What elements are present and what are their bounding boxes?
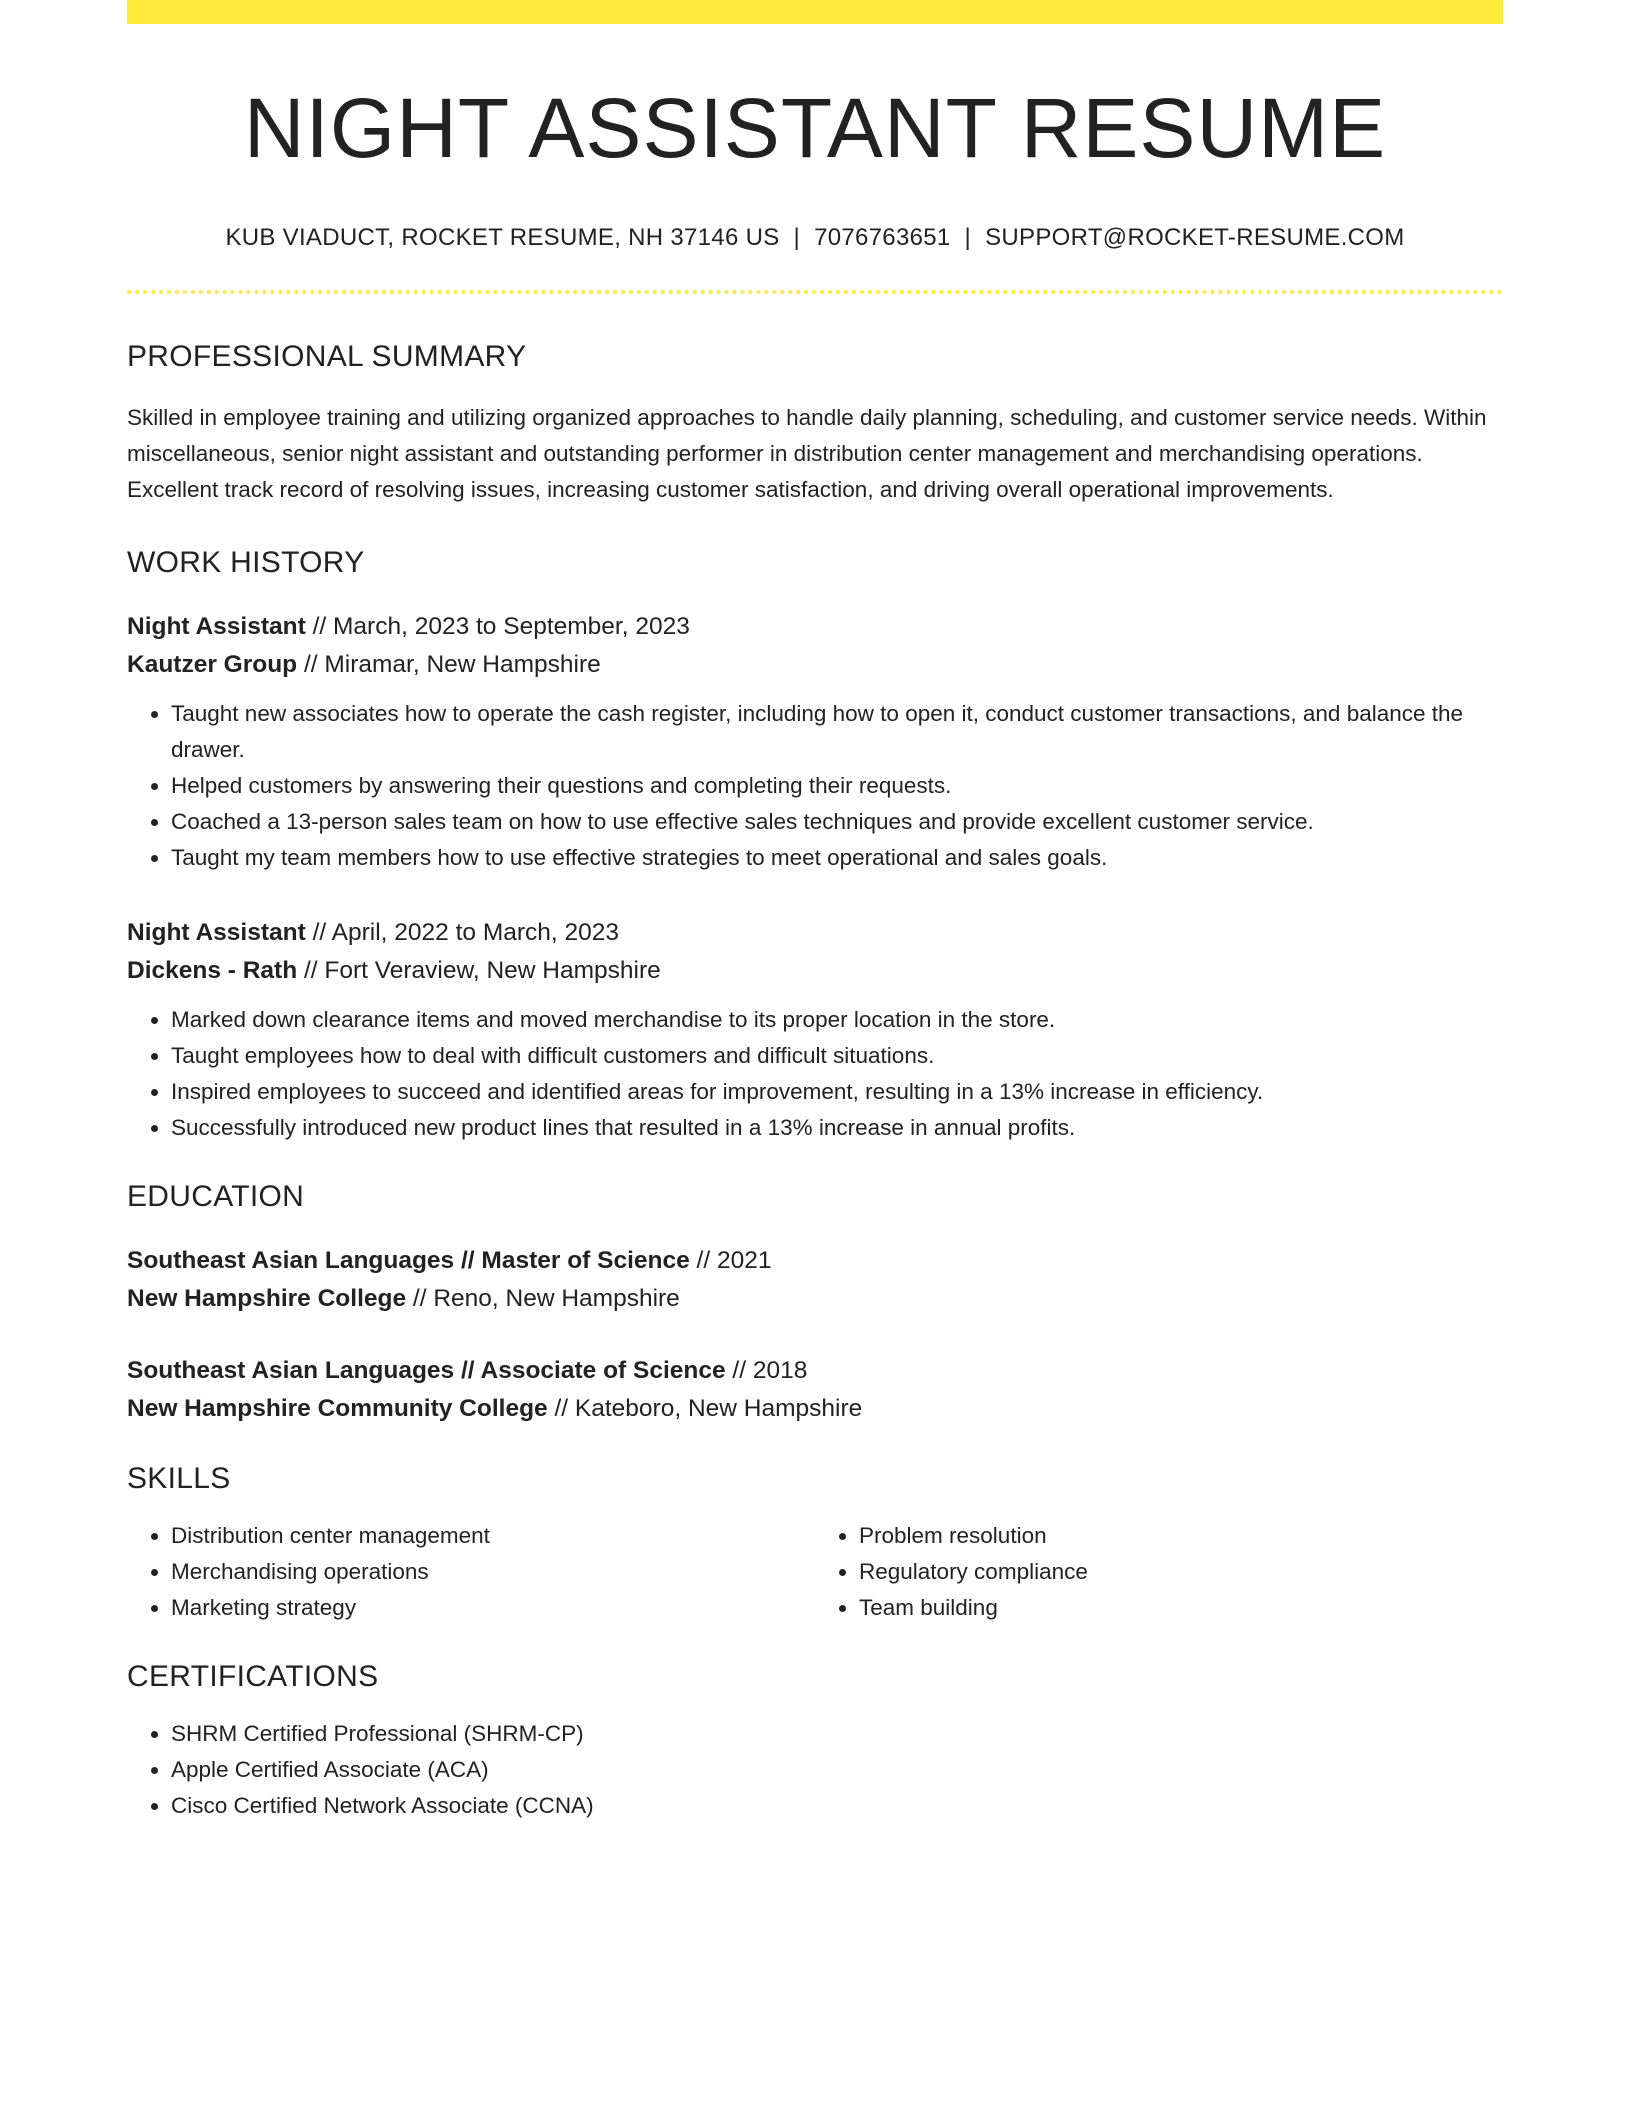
summary-heading: PROFESSIONAL SUMMARY bbox=[127, 340, 527, 374]
skill-item: • Team building bbox=[859, 1590, 1503, 1626]
education-year: // 2021 bbox=[689, 1247, 772, 1275]
job-title-line bbox=[127, 914, 1503, 952]
education-degree: Southeast Asian Languages // Associate of Science bbox=[127, 1357, 726, 1385]
education-entry bbox=[127, 1352, 1503, 1428]
skills-list-right bbox=[815, 1518, 1503, 1626]
job-bullet: • Marked down clearance items and moved merchandise to its proper location in the store. bbox=[171, 1002, 1503, 1038]
contact-separator: | bbox=[793, 224, 801, 252]
job-bullet: • Taught my team members how to use effective strategies to meet operational and sales goals. bbox=[171, 840, 1503, 876]
education-degree-line bbox=[127, 1352, 1503, 1390]
job-entry bbox=[127, 608, 1503, 876]
job-bullet: • Coached a 13-person sales team on how to use effective sales techniques and provide excellent customer service. bbox=[171, 804, 1503, 840]
job-title-line bbox=[127, 608, 1503, 646]
education-degree-line bbox=[127, 1242, 1503, 1280]
job-location: // Miramar, New Hampshire bbox=[297, 651, 601, 679]
job-title: Night Assistant bbox=[127, 613, 306, 641]
job-bullet: • Helped customers by answering their questions and completing their requests. bbox=[171, 768, 1503, 804]
contact-line bbox=[127, 224, 1503, 252]
job-title: Night Assistant bbox=[127, 919, 306, 947]
job-company-line bbox=[127, 952, 1503, 990]
accent-bar bbox=[127, 0, 1503, 24]
job-bullets bbox=[127, 696, 1503, 876]
job-company-line bbox=[127, 646, 1503, 684]
education-school: New Hampshire College bbox=[127, 1285, 407, 1313]
job-bullet: • Inspired employees to succeed and identified areas for improvement, resulting in a 13% increase in efficiency. bbox=[171, 1074, 1503, 1110]
job-bullets bbox=[127, 1002, 1503, 1146]
skill-item: • Regulatory compliance bbox=[859, 1554, 1503, 1590]
education-entry bbox=[127, 1242, 1503, 1318]
job-location: // Fort Veraview, New Hampshire bbox=[297, 957, 661, 985]
job-dates: // March, 2023 to September, 2023 bbox=[305, 613, 690, 641]
education-school-line bbox=[127, 1390, 1503, 1428]
dotted-divider bbox=[127, 290, 1503, 294]
skill-item: • Problem resolution bbox=[859, 1518, 1503, 1554]
resume-page bbox=[127, 0, 1503, 1824]
skill-item: • Distribution center management bbox=[171, 1518, 815, 1554]
contact-email: SUPPORT@ROCKET-RESUME.COM bbox=[985, 224, 1405, 252]
job-company: Kautzer Group bbox=[127, 651, 298, 679]
contact-phone: 7076763651 bbox=[814, 224, 951, 252]
skills-heading: SKILLS bbox=[127, 1462, 231, 1496]
education-heading: EDUCATION bbox=[127, 1180, 305, 1214]
certification-item: • Apple Certified Associate (ACA) bbox=[171, 1752, 1503, 1788]
education-school-line bbox=[127, 1280, 1503, 1318]
certifications-list bbox=[127, 1716, 1503, 1824]
skill-item: • Merchandising operations bbox=[171, 1554, 815, 1590]
education-school: New Hampshire Community College bbox=[127, 1395, 548, 1423]
job-company: Dickens - Rath bbox=[127, 957, 298, 985]
job-bullet: • Taught employees how to deal with difficult customers and difficult situations. bbox=[171, 1038, 1503, 1074]
contact-separator: | bbox=[964, 224, 972, 252]
certification-item: • SHRM Certified Professional (SHRM-CP) bbox=[171, 1716, 1503, 1752]
education-year: // 2018 bbox=[725, 1357, 808, 1385]
certification-item: • Cisco Certified Network Associate (CCNA) bbox=[171, 1788, 1503, 1824]
education-location: // Kateboro, New Hampshire bbox=[547, 1395, 863, 1423]
job-dates: // April, 2022 to March, 2023 bbox=[305, 919, 620, 947]
education-degree: Southeast Asian Languages // Master of Science bbox=[127, 1247, 690, 1275]
job-bullet: • Taught new associates how to operate the cash register, including how to open it, conduct customer transactions, and balance the drawer. bbox=[171, 696, 1503, 768]
job-entry bbox=[127, 914, 1503, 1146]
skills-list-left bbox=[127, 1518, 815, 1626]
certifications-heading: CERTIFICATIONS bbox=[127, 1660, 379, 1694]
contact-address: KUB VIADUCT, ROCKET RESUME, NH 37146 US bbox=[225, 224, 780, 252]
skill-item: • Marketing strategy bbox=[171, 1590, 815, 1626]
summary-text: Skilled in employee training and utilizing organized approaches to handle daily planning, scheduling, and customer service needs. Within miscellaneous, senior night assistant and outstanding performer in distribution center management and merchandising operations. Excellent track record of resolving issues, increasing customer satisfaction, and driving overall operational improvements. bbox=[127, 405, 1487, 503]
work-history-heading: WORK HISTORY bbox=[127, 546, 365, 580]
job-bullet: • Successfully introduced new product lines that resulted in a 13% increase in annual profits. bbox=[171, 1110, 1503, 1146]
skills-columns bbox=[127, 1518, 1503, 1626]
education-location: // Reno, New Hampshire bbox=[406, 1285, 680, 1313]
resume-title: NIGHT ASSISTANT RESUME bbox=[243, 81, 1387, 175]
